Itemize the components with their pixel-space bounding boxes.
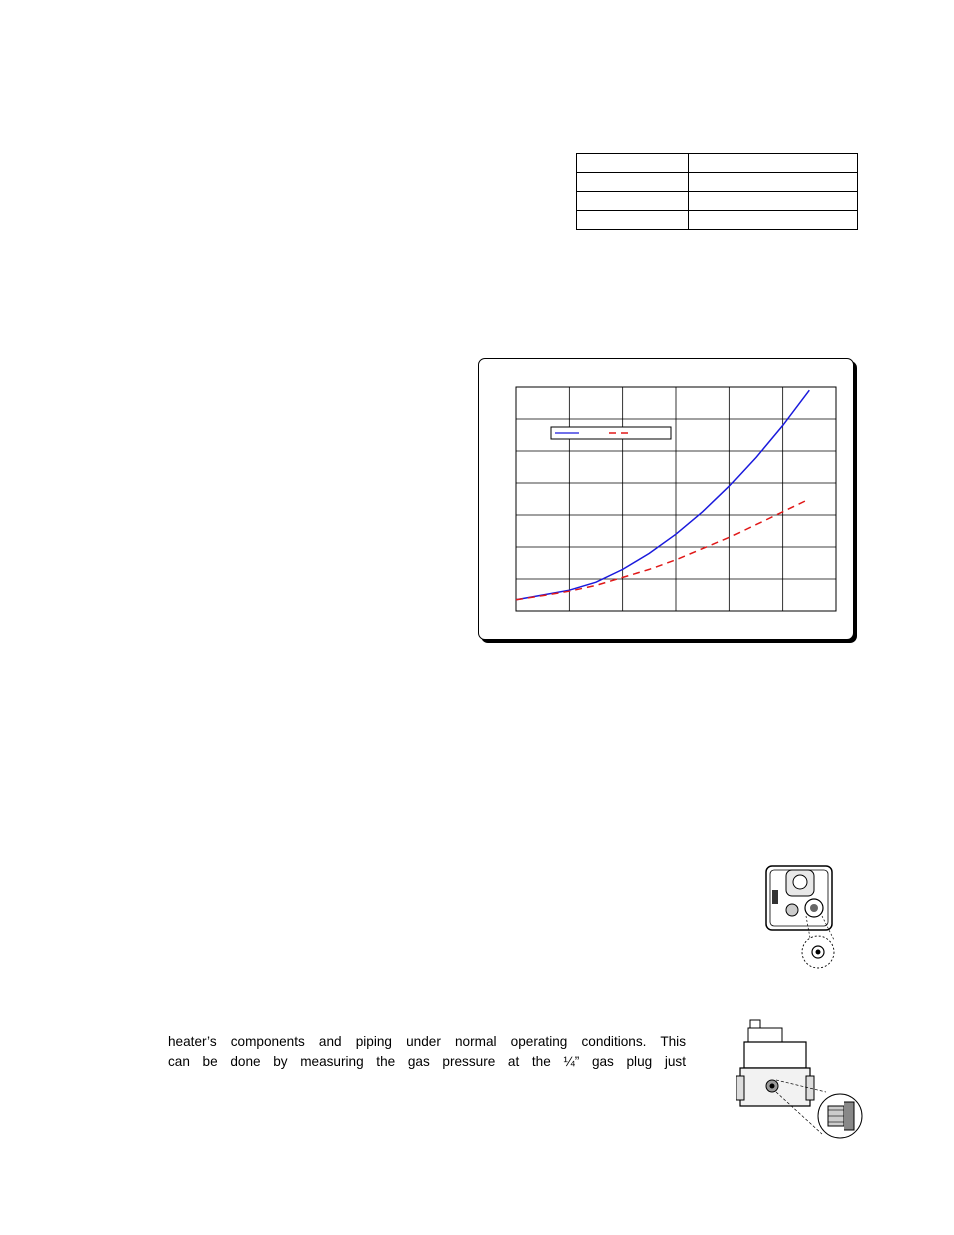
- pressure-chart: [478, 358, 854, 640]
- spec-table-cell: [577, 211, 689, 230]
- spec-table-cell: [577, 192, 689, 211]
- chart-svg: [479, 359, 853, 639]
- spec-table-row: [577, 154, 858, 173]
- body-text: [168, 1032, 686, 1072]
- spec-table-cell: [689, 192, 858, 211]
- spec-table-cell: [689, 211, 858, 230]
- gas-valve-side-view-icon: [736, 1016, 866, 1146]
- body-text-line: can be done by measuring the gas pressure at the ¼” gas plug just: [168, 1054, 686, 1069]
- spec-table-row: [577, 173, 858, 192]
- spec-table: [576, 153, 858, 230]
- spec-table-row: [577, 211, 858, 230]
- spec-table-cell: [577, 173, 689, 192]
- spec-table-cell: [577, 154, 689, 173]
- spec-table-cell: [689, 154, 858, 173]
- spec-table-cell: [689, 173, 858, 192]
- body-text-line: heater’s components and piping under normal operating conditions. This: [168, 1034, 686, 1049]
- spec-table-row: [577, 192, 858, 211]
- gas-valve-top-view-icon: [760, 862, 842, 970]
